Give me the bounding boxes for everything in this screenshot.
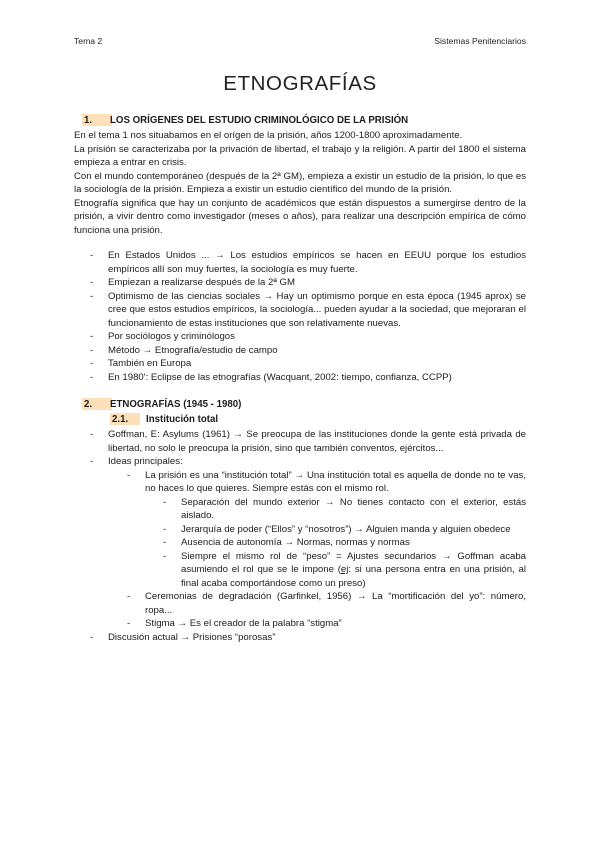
paragraph: En el tema 1 nos situabamos en el orígen de la prisión, años 1200-1800 aproximadamente. bbox=[74, 130, 463, 141]
dash-bullet-icon: - bbox=[90, 429, 94, 440]
example-abbrev: ej bbox=[340, 564, 349, 575]
list-item: - Por sociólogos y criminólogos bbox=[90, 331, 235, 342]
dash-bullet-icon: - bbox=[90, 371, 94, 383]
dash-bullet-icon: - bbox=[90, 456, 94, 467]
page-title: ETNOGRAFÍAS bbox=[223, 72, 377, 95]
dash-bullet-icon: - bbox=[90, 344, 94, 356]
list-item: - Ceremonias de degradación (Garfinkel, 1956) → La “mortificación del yo”: número, ropa... bbox=[127, 591, 526, 616]
section-2-heading bbox=[74, 398, 526, 413]
list-item: - Ausencia de autonomía → Normas, normas y normas bbox=[163, 537, 410, 548]
paragraph: La prisión se caracterizaba por la privación de libertad, el trabajo y la religión. A partir del 1800 el sistema empieza a entrar en crisis. bbox=[74, 143, 526, 168]
list-item-text: Siempre el mismo rol de “peso” = Ajustes secundarios → Goffman acaba asumiendo el rol que se le impone (ej: si una persona entra en una prisión, al final acaba comportándose como un preso) bbox=[181, 550, 526, 589]
dash-bullet-icon: - bbox=[90, 277, 94, 288]
content bbox=[74, 114, 526, 644]
dash-bullet-icon: - bbox=[127, 618, 131, 629]
section-1-heading bbox=[74, 114, 526, 129]
list-item: - La prisión es una “institución total” → Una institución total es aquella de donde no te vas, no haces lo que quieres. Siempre estás con el mismo rol. bbox=[127, 469, 526, 494]
paragraph: Etnografía significa que hay un conjunto de académicos que están dispuestos a sumergirse dentro de la prisión, a vivir dentro como investigador (meses o años), para realizar una descripción empírica de cómo funciona una prisión. bbox=[74, 197, 526, 236]
section-number: 2. bbox=[84, 399, 93, 410]
list-item bbox=[74, 550, 526, 591]
spacer bbox=[74, 237, 526, 249]
list-item: - Empiezan a realizarse después de la 2ª GM bbox=[90, 277, 295, 288]
list-item: - Jerarquía de poder (“Ellos” y “nosotros”) → Alguien manda y alguien obedece bbox=[163, 523, 511, 535]
list-item: - Discusión actual → Prisiones “porosas” bbox=[90, 631, 276, 643]
list-item: - En Estados Unidos ... → Los estudios empíricos se hacen en EEUU porque los estudios empíricos allí son muy fuertes, la sociología es muy fuerte. bbox=[90, 250, 526, 275]
section-title: LOS ORÍGENES DEL ESTUDIO CRIMINOLÓGICO DE LA PRISIÓN bbox=[110, 115, 409, 126]
list-item: - Método → Etnografía/estudio de campo bbox=[90, 344, 278, 356]
list-item: - Stigma → Es el creador de la palabra “stigma” bbox=[127, 618, 342, 629]
subsection-2-1-heading bbox=[74, 413, 526, 428]
list-item: - También en Europa bbox=[90, 358, 192, 369]
dash-bullet-icon: - bbox=[163, 523, 167, 535]
dash-bullet-icon: - bbox=[163, 496, 167, 508]
dash-bullet-icon: - bbox=[90, 631, 94, 643]
dash-bullet-icon: - bbox=[127, 591, 131, 602]
header-left: Tema 2 bbox=[74, 36, 103, 46]
spacer bbox=[74, 384, 526, 398]
subsection-number: 2.1. bbox=[112, 414, 129, 425]
bullet-list bbox=[74, 249, 526, 384]
header-right: Sistemas Penitenciarios bbox=[434, 36, 526, 46]
list-item: - Goffman, E: Asylums (1961) → Se preocupa de las instituciones donde la gente está privada de libertad, no solo le preocupa la prisión, sino que también conventos, ejércitos... bbox=[90, 429, 526, 454]
list-item: - Ideas principales: bbox=[90, 456, 183, 467]
dash-bullet-icon: - bbox=[163, 537, 167, 548]
section-number: 1. bbox=[84, 115, 93, 126]
dash-bullet-icon: - bbox=[163, 550, 167, 562]
bullet-list bbox=[74, 428, 526, 644]
paragraph: Con el mundo contemporáneo (después de la 2ª GM), empieza a existir un estudio de la prisión, lo que es la sociología de la prisión. Empieza a existir un estudio científico del mundo de la prisión. bbox=[74, 170, 526, 195]
list-item: - Optimismo de las ciencias sociales → Hay un optimismo porque en esta época (1945 aprox) se cree que estos estudios empíricos, la sociología... pueden ayudar a la sociedad, que mejoraran el funcionamiento de estas instituciones que son relativamente nuevas. bbox=[90, 290, 526, 329]
list-item: - Separación del mundo exterior → No tienes contacto con el exterior, estás aislado. bbox=[163, 496, 526, 521]
dash-bullet-icon: - bbox=[90, 358, 94, 369]
list-item: - En 1980': Eclipse de las etnografías (Wacquant, 2002: tiempo, confianza, CCPP) bbox=[90, 371, 452, 383]
dash-bullet-icon: - bbox=[90, 250, 94, 261]
section-title: ETNOGRAFÍAS (1945 - 1980) bbox=[110, 399, 242, 410]
dash-bullet-icon: - bbox=[90, 290, 94, 302]
dash-bullet-icon: - bbox=[127, 469, 131, 481]
dash-bullet-icon: - bbox=[90, 331, 94, 342]
subsection-title: Institución total bbox=[146, 414, 219, 425]
